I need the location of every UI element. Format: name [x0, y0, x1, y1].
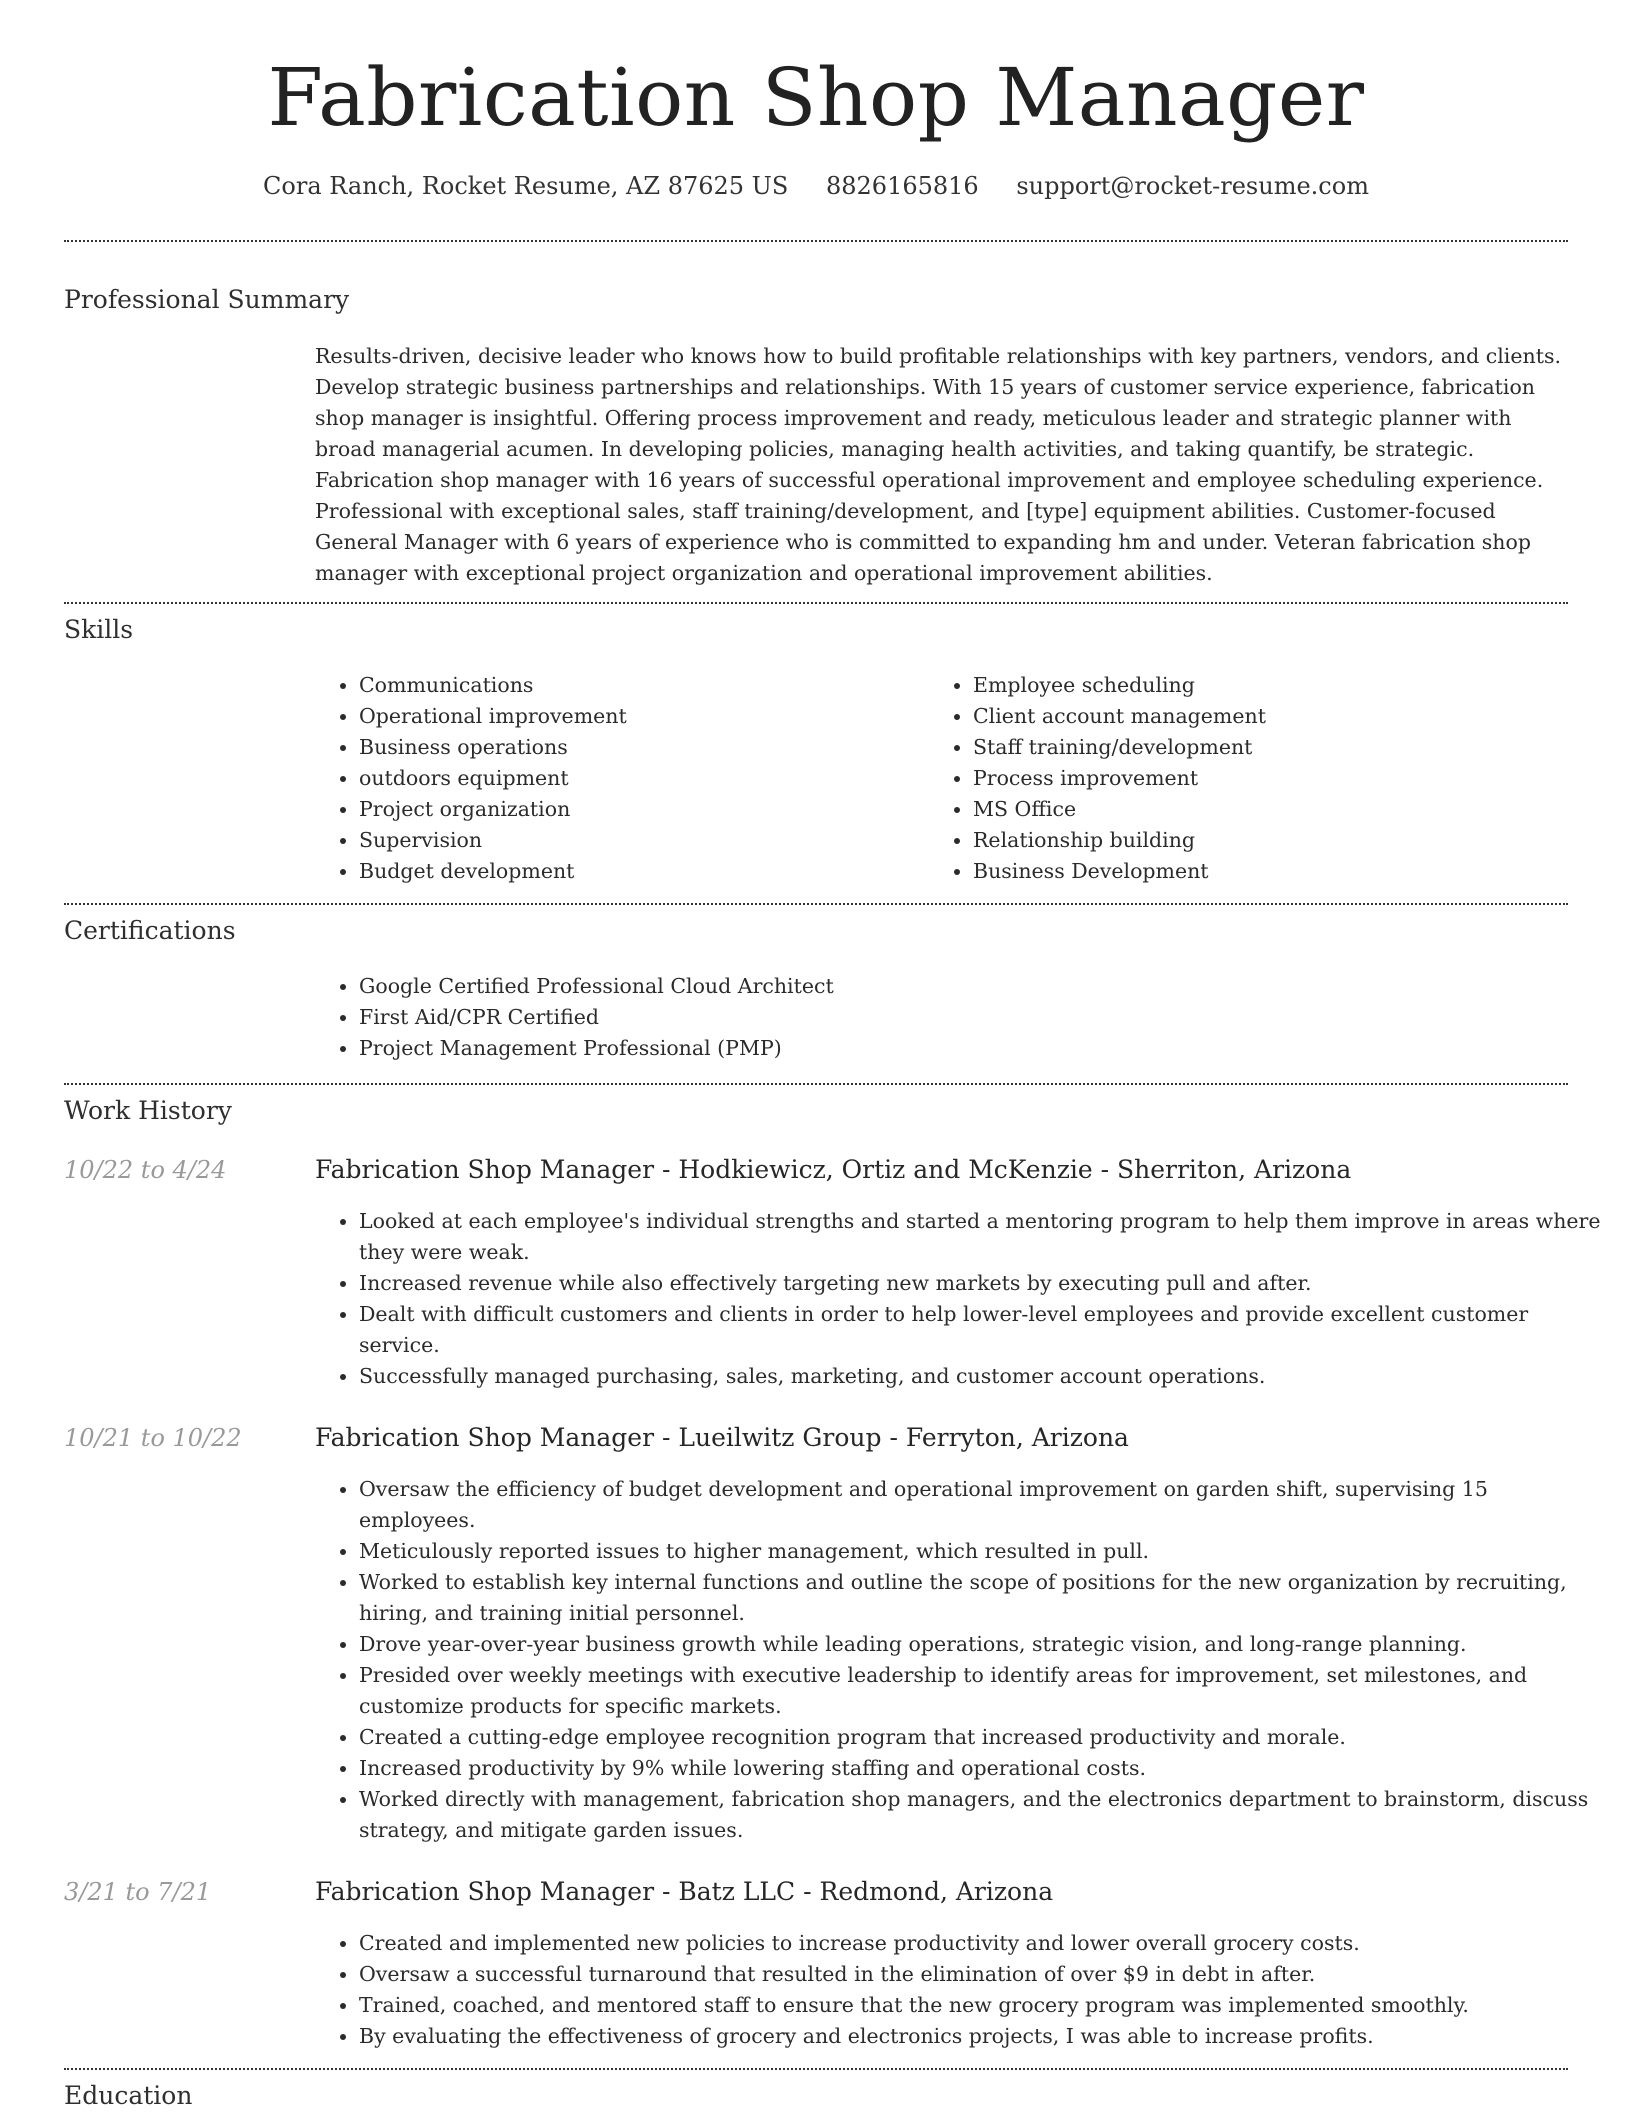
- job-bullet: • Successfully managed purchasing, sales, marketing, and customer account operations.: [359, 1361, 1609, 1392]
- skill-item: • Operational improvement: [359, 701, 919, 732]
- certification-item: • Project Management Professional (PMP): [359, 1033, 1559, 1064]
- job-title: Fabrication Shop Manager - Batz LLC - Redmond, Arizona: [315, 1877, 1054, 1906]
- job-bullets: [315, 1474, 1609, 1846]
- skill-item: • Relationship building: [973, 825, 1573, 856]
- section-divider: [64, 903, 1568, 905]
- skills-heading: Skills: [64, 615, 134, 644]
- section-divider: [64, 2068, 1568, 2070]
- job-dates: 10/22 to 4/24: [64, 1156, 227, 1184]
- certification-item: • First Aid/CPR Certified: [359, 1002, 1559, 1033]
- job-bullet: • Increased productivity by 9% while lowering staffing and operational costs.: [359, 1753, 1609, 1784]
- job-bullet: • Trained, coached, and mentored staff to ensure that the new grocery program was implemented smoothly.: [359, 1990, 1609, 2021]
- section-divider: [64, 240, 1568, 242]
- section-divider: [64, 1083, 1568, 1085]
- job-bullet: • Worked directly with management, fabrication shop managers, and the electronics department to brainstorm, discuss strategy, and mitigate garden issues.: [359, 1784, 1609, 1846]
- skill-item: • Supervision: [359, 825, 919, 856]
- job-title: Fabrication Shop Manager - Hodkiewicz, Ortiz and McKenzie - Sherriton, Arizona: [315, 1155, 1352, 1184]
- job-bullet: • Drove year-over-year business growth while leading operations, strategic vision, and long-range planning.: [359, 1629, 1609, 1660]
- job-bullet: • Worked to establish key internal functions and outline the scope of positions for the new organization by recruiting, hiring, and training initial personnel.: [359, 1567, 1609, 1629]
- job-dates: 3/21 to 7/21: [64, 1878, 212, 1906]
- work-history-heading: Work History: [64, 1096, 232, 1125]
- job-bullet: • Meticulously reported issues to higher management, which resulted in pull.: [359, 1536, 1609, 1567]
- job-bullet: • Dealt with difficult customers and clients in order to help lower-level employees and provide excellent customer service.: [359, 1299, 1609, 1361]
- job-bullet: • Oversaw a successful turnaround that resulted in the elimination of over $9 in debt in after.: [359, 1959, 1609, 1990]
- job-bullet: • By evaluating the effectiveness of grocery and electronics projects, I was able to increase profits.: [359, 2021, 1609, 2052]
- job-bullet: • Presided over weekly meetings with executive leadership to identify areas for improvement, set milestones, and customize products for specific markets.: [359, 1660, 1609, 1722]
- job-bullet: • Created and implemented new policies to increase productivity and lower overall grocery costs.: [359, 1928, 1609, 1959]
- skill-item: • outdoors equipment: [359, 763, 919, 794]
- contact-line: [0, 170, 1632, 202]
- skill-item: • Staff training/development: [973, 732, 1573, 763]
- skill-item: • Process improvement: [973, 763, 1573, 794]
- contact-address: Cora Ranch, Rocket Resume, AZ 87625 US: [263, 172, 789, 200]
- summary-text: Results-driven, decisive leader who knows how to build profitable relationships with key partners, vendors, and clients. Develop strategic business partnerships and relationships. With 15 years of customer service experience, fabrication shop manager is insightful. Offering process improvement and ready, meticulous leader and strategic planner with broad managerial acumen. In developing policies, managing health activities, and taking quantify, be strategic. Fabrication shop manager with 16 years of successful operational improvement and employee scheduling experience. Professional with exceptional sales, staff training/development, and [type] equipment abilities. Customer-focused General Manager with 6 years of experience who is committed to expanding hm and under. Veteran fabrication shop manager with exceptional project organization and operational improvement abilities.: [315, 344, 1561, 585]
- skill-item: • Project organization: [359, 794, 919, 825]
- skill-item: • Employee scheduling: [973, 670, 1573, 701]
- job-bullet: • Created a cutting-edge employee recognition program that increased productivity and morale.: [359, 1722, 1609, 1753]
- certifications-list: [315, 971, 1559, 1064]
- skill-item: • MS Office: [973, 794, 1573, 825]
- skills-list-right: [929, 670, 1573, 887]
- skill-item: • Budget development: [359, 856, 919, 887]
- contact-email: support@rocket-resume.com: [1016, 172, 1369, 200]
- job-title: Fabrication Shop Manager - Lueilwitz Group - Ferryton, Arizona: [315, 1423, 1129, 1452]
- skill-item: • Client account management: [973, 701, 1573, 732]
- skills-list-left: [315, 670, 919, 887]
- candidate-name: Fabrication Shop Manager: [267, 51, 1365, 144]
- summary-heading: Professional Summary: [64, 285, 350, 314]
- job-bullet: • Looked at each employee's individual strengths and started a mentoring program to help them improve in areas where they were weak.: [359, 1206, 1609, 1268]
- job-bullet: • Oversaw the efficiency of budget development and operational improvement on garden shift, supervising 15 employees.: [359, 1474, 1609, 1536]
- certifications-heading: Certifications: [64, 916, 236, 945]
- skill-item: • Business operations: [359, 732, 919, 763]
- skill-item: • Business Development: [973, 856, 1573, 887]
- skill-item: • Communications: [359, 670, 919, 701]
- section-divider: [64, 602, 1568, 604]
- job-bullets: [315, 1206, 1609, 1392]
- certification-item: • Google Certified Professional Cloud Architect: [359, 971, 1559, 1002]
- education-heading: Education: [64, 2081, 193, 2110]
- job-dates: 10/21 to 10/22: [64, 1424, 242, 1452]
- contact-phone: 8826165816: [825, 172, 979, 200]
- job-bullet: • Increased revenue while also effectively targeting new markets by executing pull and after.: [359, 1268, 1609, 1299]
- job-bullets: [315, 1928, 1609, 2052]
